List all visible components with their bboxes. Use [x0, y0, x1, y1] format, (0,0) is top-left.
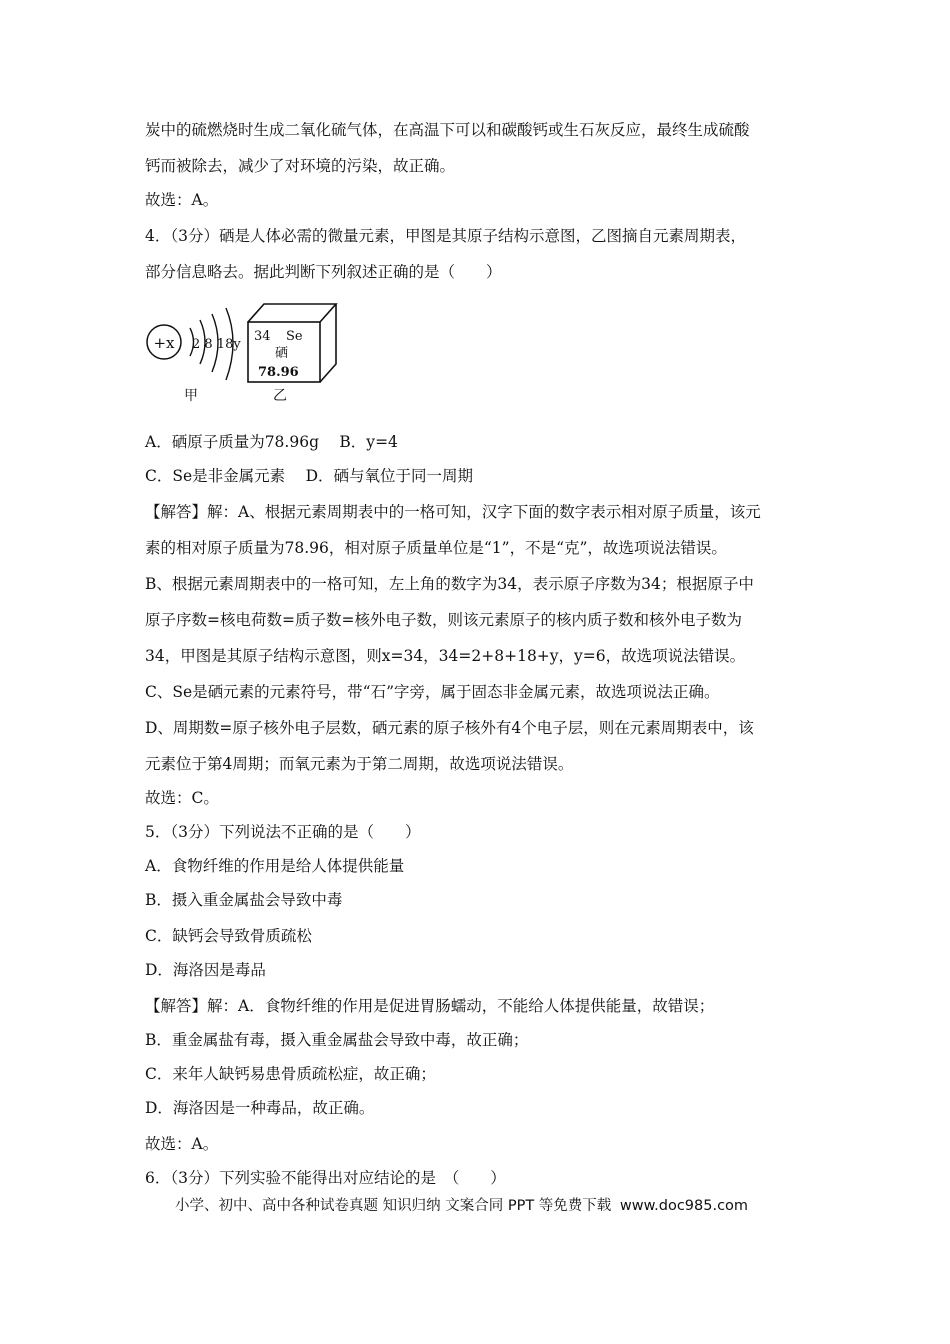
option-line: D．海洛因是毒品	[145, 961, 266, 979]
atomic-number: 34	[254, 329, 271, 344]
option-line: C．缺钙会导致骨质疏松	[145, 927, 312, 945]
answer-line: D．海洛因是一种毒品，故正确。	[145, 1099, 375, 1117]
answer-line: 原子序数=核电荷数=质子数=核外电子数，则该元素原子的核内质子数和核外电子数为	[145, 611, 742, 629]
element-name: 硒	[275, 346, 289, 361]
option-line: A．硒原子质量为78.96g B．y=4	[145, 433, 398, 451]
question-4-stem: 4．（3分）硒是人体必需的微量元素，甲图是其原子结构示意图，乙图摘自元素周期表，	[145, 227, 746, 245]
answer-line: D、周期数=原子核外电子层数，硒元素的原子核外有4个电子层，则在元素周期表中，该	[145, 719, 754, 737]
answer-choice: 故选：A。	[145, 1135, 219, 1153]
text-line: 钙而被除去，减少了对环境的污染，故正确。	[145, 157, 456, 175]
selenium-figure	[140, 300, 350, 410]
answer-choice: 故选：C。	[145, 789, 219, 807]
question-4-stem: 部分信息略去。据此判断下列叙述正确的是（ ）	[145, 263, 502, 281]
question-5-stem: 5．（3分）下列说法不正确的是（ ）	[145, 823, 421, 841]
footer-text: 小学、初中、高中各种试卷真题 知识归纳 文案合同 PPT 等免费下载	[175, 1198, 612, 1214]
atom-structure-diagram	[147, 308, 241, 404]
shell-electrons: 2 8 18y	[192, 337, 241, 352]
answer-line: 素的相对原子质量为78.96，相对原子质量单位是“1”，不是“克”，故选项说法错误。	[145, 539, 727, 557]
answer-line: C．来年人缺钙易患骨质疏松症，故正确；	[145, 1065, 436, 1083]
page-footer	[175, 1194, 748, 1215]
answer-line: B．重金属盐有毒，摄入重金属盐会导致中毒，故正确；	[145, 1031, 529, 1049]
figure-svg	[140, 300, 350, 410]
answer-line: 34，甲图是其原子结构示意图，则x=34，34=2+8+18+y，y=6，故选项说法错误。	[145, 647, 746, 665]
option-line: A．食物纤维的作用是给人体提供能量	[145, 857, 405, 875]
answer-line: 【解答】解：A、根据元素周期表中的一格可知，汉字下面的数字表示相对原子质量，该元	[145, 503, 761, 521]
option-line: B．摄入重金属盐会导致中毒	[145, 891, 343, 909]
element-symbol: Se	[286, 329, 303, 344]
answer-line: B、根据元素周期表中的一格可知，左上角的数字为34，表示原子序数为34；根据原子中	[145, 575, 754, 593]
answer-line: 元素位于第4周期；而氧元素为于第二周期，故选项说法错误。	[145, 755, 574, 773]
option-line: C．Se是非金属元素 D．硒与氧位于同一周期	[145, 467, 474, 485]
periodic-table-cell	[248, 304, 336, 404]
footer-url[interactable]: www.doc985.com	[619, 1198, 749, 1214]
answer-line: 【解答】解：A．食物纤维的作用是促进胃肠蠕动，不能给人体提供能量，故错误；	[145, 997, 715, 1015]
question-6-stem: 6．（3分）下列实验不能得出对应结论的是 （ ）	[145, 1169, 506, 1187]
text-line: 炭中的硫燃烧时生成二氧化硫气体，在高温下可以和碳酸钙或生石灰反应，最终生成硫酸	[145, 121, 750, 139]
nucleus-charge: +x	[153, 334, 175, 352]
element-caption: 乙	[273, 388, 287, 404]
answer-line: C、Se是硒元素的元素符号，带“石”字旁，属于固态非金属元素，故选项说法正确。	[145, 683, 720, 701]
atom-caption: 甲	[184, 388, 198, 404]
atomic-mass: 78.96	[258, 365, 299, 380]
text-line: 故选：A。	[145, 191, 219, 209]
